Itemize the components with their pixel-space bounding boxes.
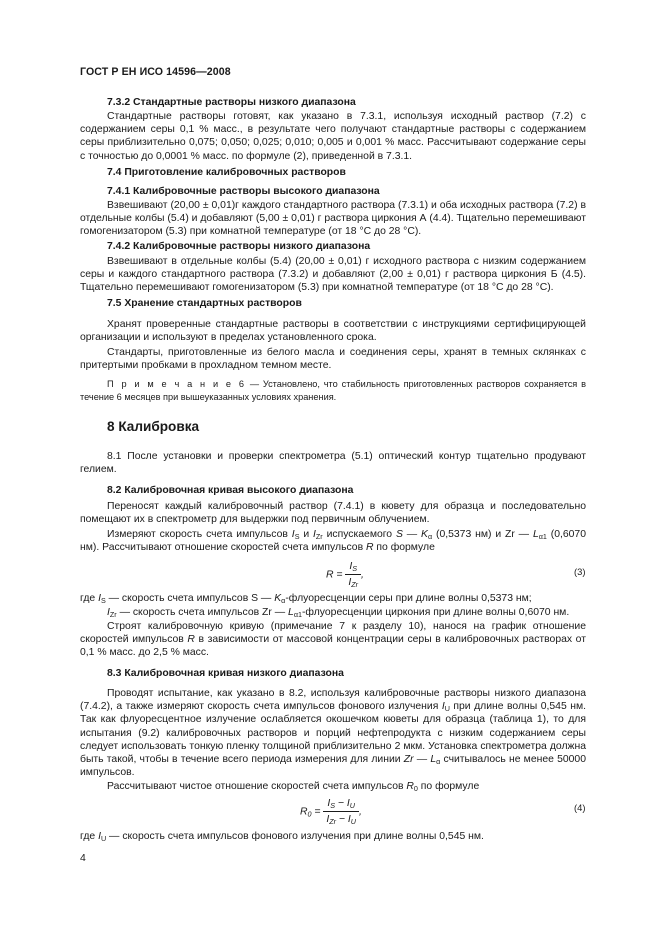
section-7-4-1-title: 7.4.1 Калибровочные растворы высокого диапазона (107, 186, 380, 197)
section-7-5-text-1: Хранят проверенные стандартные растворы в соответствии с инструкциями сертифицирующей организации и используют в пределах установленного срока. (80, 319, 586, 344)
section-7-4-title: 7.4 Приготовление калибровочных растворов (107, 167, 346, 178)
section-7-4-1-text: Взвешивают (20,00 ± 0,01)г каждого стандартного раствора (7.3.1) и оба исходных раствора (7.2) в отдельные колбы (5.4) и добавляют (5,00 ± 0,01) г раствора циркония А (4.4). Тщательно перемешивают гомогенизатором (5.3) при комнатной температуре (от 18 °С до 28 °С). (80, 200, 586, 238)
where-is-line: где $I_S$ — скорость счета импульсов S — $K_\alpha$-флуоресценции серы при длине волны 0,5373 нм; (80, 593, 532, 605)
section-7-5-text-2: Стандарты, приготовленные из белого масла и соединения серы, хранят в темных склянках с притертыми пробками в прохладном темном месте. (80, 347, 586, 372)
where-izr-line: $I_{Zr}$ — скорость счета импульсов Zr — $L_{\alpha 1}$-флуоресценции циркония при длине волны 0,6070 нм. (107, 607, 570, 619)
section-7-3-2-text: Стандартные растворы готовят, как указано в 7.3.1, используя исходный раствор (7.2) с содержанием серы 0,1 % масс., в результате чего получают стандартные растворы с содержанием серы приблизительно 0,075; 0,050; 0,025; 0,010; 0,005 и 0,001 % масс. Рассчитывают содержание серы с точностью до 0,0001 % масс. по формуле (2), приведенной в 7.3.1. (80, 111, 586, 162)
section-8-1-text: 8.1 После установки и проверки спектрометра (5.1) оптический контур тщательно продувают гелием. (80, 451, 586, 476)
where-iu-line: где $I_U$ — скорость счета импульсов фонового излучения при длине волны 0,545 нм. (80, 831, 484, 843)
page-number: 4 (80, 853, 86, 864)
section-7-4-2-text: Взвешивают в отдельные колбы (5.4) (20,00 ± 0,01) г исходного раствора с низким содержанием серы и каждого стандартного раствора (7.3.2) и добавляют (2,00 ± 0,01) г раствора циркония Б (4.5). Тщательно перемешивают гомогенизатором (5.3) при комнатной температуре (от 18 °С до 28 °С). (80, 256, 586, 294)
document-header: ГОСТ Р ЕН ИСО 14596—2008 (80, 66, 231, 78)
formula-3: R = $\frac{I_S}{I_{Zr}}$ , (326, 561, 364, 590)
section-8-2-text-3: Строят калибровочную кривую (примечание 7 к разделу 10), нанося на график отношение скоростей импульсов R в зависимости от массовой концентрации серы в калибровочных растворах от 0,1 % масс. до 2,5 % масс. (80, 621, 586, 659)
section-8-2-text-2: Измеряют скорость счета импульсов $I_S$ и $I_{Zr}$ испускаемого S — $K_\alpha$ (0,5373 нм) и Zr — $L_{\alpha 1}$ (0,6070 нм). Рассчитывают отношение скоростей счета импульсов R по формуле (80, 529, 586, 554)
formula-4: $R_0$ = $\frac{I_S - I_U}{I_{Zr} - I_U}$ , (300, 798, 362, 827)
section-8-2-title: 8.2 Калибровочная кривая высокого диапазона (107, 485, 354, 496)
equation-number-4: (4) (574, 802, 586, 813)
section-7-3-2-title: 7.3.2 Стандартные растворы низкого диапазона (107, 97, 356, 108)
section-8-title: 8 Калибровка (107, 419, 200, 434)
section-8-2-text-1: Переносят каждый калибровочный раствор (7.4.1) в кювету для образца и последовательно помещают их в спектрометр для выдержки под первичным облучением. (80, 501, 586, 526)
section-8-3-text-1: Проводят испытание, как указано в 8.2, используя калибровочные растворы низкого диапазона (7.4.2), а также измеряют скорость счета импульсов фонового излучения $I_U$ при длине волны 0,545 нм. Так как флуоресцентное излучение ослабляется окошечком кюветы для образца (таблица 1), то для испытания (9.2) калибровочных растворов и порций нефтепродукта с низким содержанием серы следует использовать тонкую пленку толщиной приблизительно 2 мкм. Установка спектрометра должна быть такой, чтобы в течение всего периода измерения для линии Zr — $L_\alpha$ считывалось не менее 50000 импульсов. (80, 688, 586, 779)
section-7-5-title: 7.5 Хранение стандартных растворов (107, 298, 302, 309)
equation-number-3: (3) (574, 566, 586, 577)
section-8-3-title: 8.3 Калибровочная кривая низкого диапазона (107, 668, 344, 679)
section-8-3-text-2: Рассчитывают чистое отношение скоростей счета импульсов $R_0$ по формуле (107, 781, 480, 793)
note-6: П р и м е ч а н и е 6 — Установлено, что стабильность приготовленных растворов сохраняется в течение 6 месяцев при вышеуказанных условиях хранения. (80, 379, 586, 402)
section-7-4-2-title: 7.4.2 Калибровочные растворы низкого диапазона (107, 241, 371, 252)
